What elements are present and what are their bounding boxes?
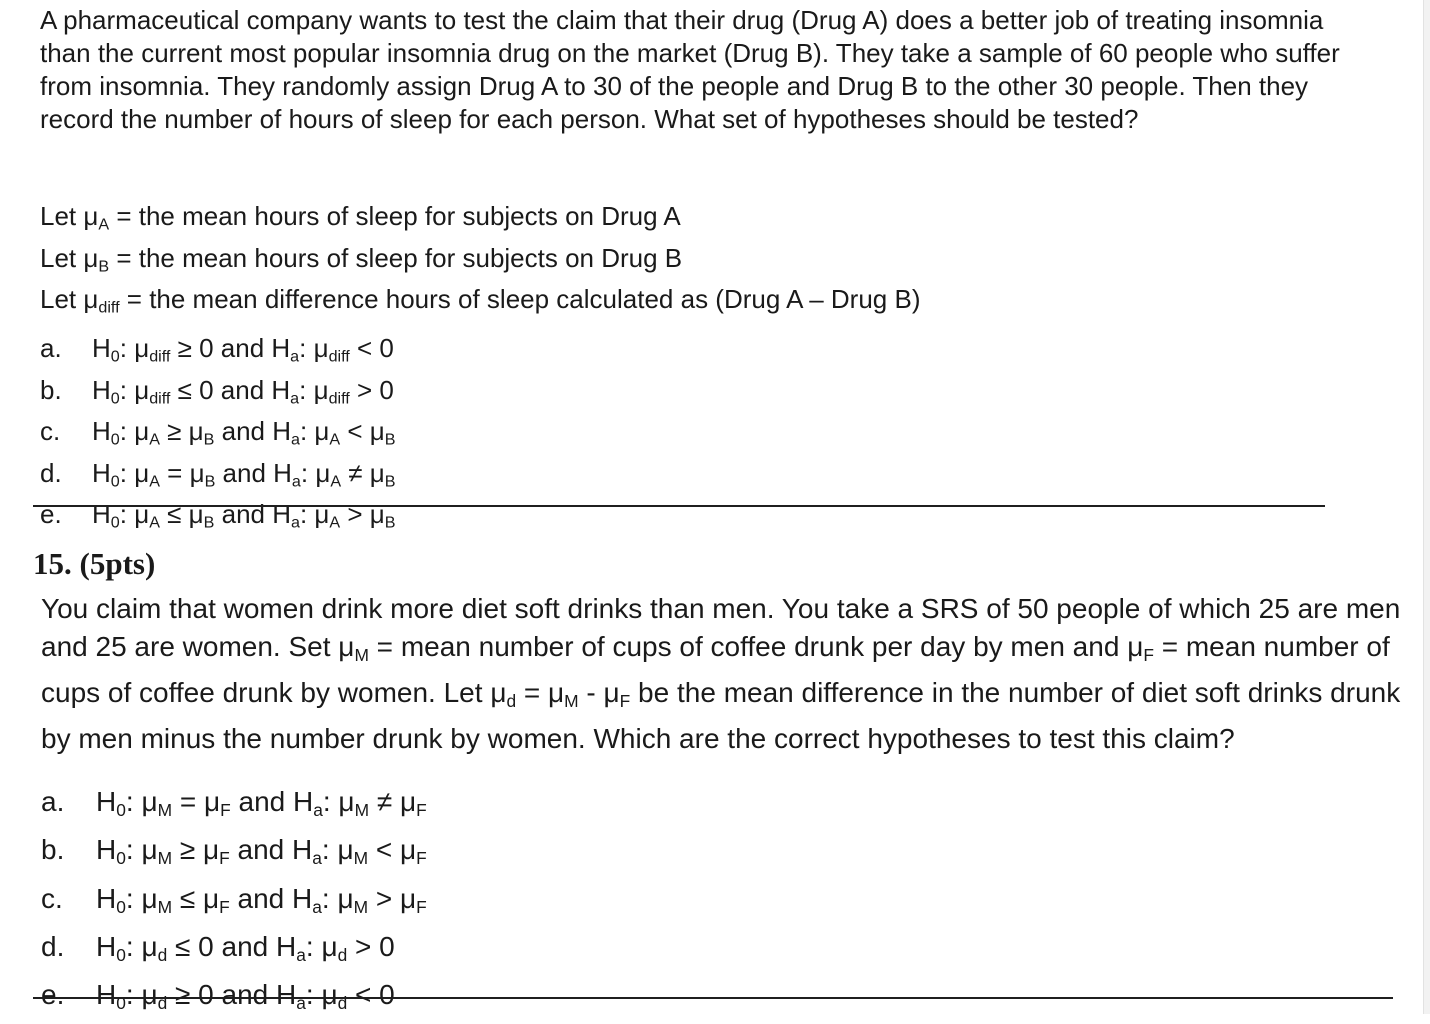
- option-text: < 0: [347, 979, 395, 1011]
- divider: [33, 997, 1393, 999]
- definition-text: = the mean hours of sleep for subjects on Drug B: [109, 242, 683, 273]
- answer-option-d: [41, 927, 427, 975]
- option-text: H: [92, 333, 111, 363]
- option-hypotheses: [96, 782, 427, 830]
- option-text: ≤ 0 and H: [167, 931, 297, 963]
- subscript: diff: [328, 347, 350, 366]
- subscript: a: [312, 848, 322, 869]
- option-text: : μ: [305, 979, 338, 1011]
- subscript: 0: [116, 944, 126, 965]
- option-text: : μ: [299, 374, 329, 405]
- option-text: ≠ μ: [341, 457, 385, 488]
- question-14-text: A pharmaceutical company wants to test the claim that their drug (Drug A) does a better job of treating insomnia than the current most popular insomnia drug on the market (Drug B). They take a sample of 60 people who suffer from insomnia. They randomly assign Drug A to 30 of the people and Drug B to the other 30 people. Then they record the number of hours of sleep for each person. What set of hypotheses should be tested?: [40, 5, 1340, 134]
- option-letter: d.: [41, 931, 65, 963]
- option-text: and H: [214, 499, 291, 529]
- subscript: d: [157, 993, 168, 1014]
- subscript: a: [296, 944, 306, 965]
- subscript: M: [157, 896, 173, 917]
- subscript: 0: [110, 347, 120, 366]
- question-15-options: [41, 782, 427, 1024]
- subscript: a: [313, 799, 323, 820]
- option-text: : μ: [300, 457, 331, 488]
- option-text: : μ: [299, 416, 330, 446]
- option-text: and H: [215, 457, 292, 488]
- subscript: A: [330, 472, 342, 490]
- answer-option-a: [41, 782, 427, 830]
- subscript: F: [619, 690, 631, 711]
- option-letter: a.: [40, 333, 62, 363]
- option-text: : μ: [322, 786, 355, 817]
- option-text: H: [92, 374, 111, 405]
- subscript: 0: [110, 389, 120, 407]
- definition-line: [40, 242, 920, 284]
- subscript: M: [354, 799, 370, 820]
- subscript: F: [1143, 644, 1154, 665]
- option-text: : μ: [119, 374, 150, 405]
- option-text: : μ: [299, 499, 330, 529]
- option-text: H: [96, 882, 117, 914]
- option-hypotheses: [92, 457, 396, 499]
- subscript: d: [157, 944, 168, 965]
- definition-text: = the mean difference hours of sleep calculated as (Drug A – Drug B): [119, 284, 921, 314]
- option-text: : μ: [119, 333, 150, 363]
- option-text: ≥ μ: [172, 834, 220, 866]
- subscript: 0: [110, 513, 120, 532]
- subscript: M: [564, 690, 579, 711]
- option-text: H: [92, 499, 111, 529]
- subscript: B: [384, 472, 396, 490]
- option-text: : μ: [125, 882, 158, 914]
- option-hypotheses: [92, 374, 394, 416]
- subscript: B: [384, 430, 396, 449]
- subscript: F: [220, 799, 231, 820]
- subscript: M: [354, 644, 369, 665]
- subscript: B: [203, 430, 215, 449]
- option-text: and H: [230, 786, 314, 817]
- option-text: ≤ μ: [159, 499, 204, 529]
- option-text: and H: [229, 882, 313, 914]
- subscript: diff: [149, 347, 171, 366]
- option-text: = μ: [172, 786, 221, 817]
- subscript: F: [416, 799, 427, 820]
- definition-subscript: A: [98, 215, 110, 234]
- option-hypotheses: [96, 830, 427, 878]
- definition-line: [40, 283, 920, 325]
- subscript: 0: [116, 896, 126, 917]
- option-letter: d.: [40, 457, 62, 488]
- answer-option-c: [41, 879, 427, 927]
- answer-option-e: [41, 975, 427, 1023]
- answer-option-b: [40, 374, 396, 416]
- subscript: A: [149, 513, 160, 532]
- option-text: : μ: [125, 786, 158, 817]
- subscript: F: [219, 896, 230, 917]
- definition-prefix: Let μ: [40, 201, 99, 231]
- subscript: F: [416, 848, 427, 869]
- option-text: : μ: [119, 457, 150, 488]
- subscript: 0: [116, 799, 126, 820]
- subscript: A: [149, 430, 160, 449]
- divider: [33, 505, 1325, 507]
- subscript: d: [337, 993, 348, 1014]
- option-text: < μ: [368, 834, 417, 866]
- option-letter: e.: [41, 979, 65, 1011]
- option-text: > 0: [349, 374, 394, 405]
- option-text: H: [92, 416, 111, 446]
- option-hypotheses: [92, 415, 396, 457]
- option-text: and H: [214, 416, 291, 446]
- option-hypotheses: [96, 879, 427, 927]
- subscript: 0: [116, 848, 126, 869]
- definition-subscript: diff: [98, 298, 120, 317]
- option-text: ≤ μ: [172, 882, 220, 914]
- subscript: A: [329, 513, 341, 532]
- option-text: > μ: [368, 882, 417, 914]
- option-letter: c.: [41, 882, 63, 914]
- option-text: > μ: [340, 499, 385, 529]
- question-15-title: 15. (5pts): [33, 546, 156, 581]
- answer-option-b: [41, 830, 427, 878]
- option-text: H: [96, 931, 117, 963]
- subscript: B: [204, 472, 216, 490]
- definition-subscript: B: [98, 257, 110, 275]
- option-text: ≠ μ: [369, 786, 417, 817]
- option-hypotheses: [96, 975, 395, 1023]
- option-text: : μ: [321, 882, 354, 914]
- option-hypotheses: [96, 927, 395, 975]
- option-text: : μ: [125, 931, 158, 963]
- option-letter: c.: [40, 416, 61, 446]
- subscript: d: [506, 690, 517, 711]
- option-text: : μ: [125, 979, 158, 1011]
- subscript: B: [203, 513, 215, 532]
- option-text: : μ: [119, 499, 150, 529]
- option-letter: b.: [41, 834, 65, 866]
- option-letter: a.: [41, 786, 65, 817]
- subscript: diff: [149, 389, 171, 407]
- subscript: 0: [110, 430, 120, 449]
- question-14-definitions: [40, 200, 920, 325]
- option-text: H: [92, 457, 111, 488]
- subscript: M: [353, 896, 369, 917]
- question-14-options: [40, 332, 396, 540]
- subscript: a: [290, 389, 300, 407]
- option-text: and H: [229, 834, 313, 866]
- definition-line: [40, 200, 920, 242]
- subscript: M: [157, 799, 173, 820]
- definition-prefix: Let μ: [40, 242, 99, 273]
- subscript: M: [157, 848, 173, 869]
- answer-option-c: [40, 415, 396, 457]
- subscript: a: [290, 347, 300, 366]
- option-text: : μ: [299, 333, 329, 363]
- subscript: A: [329, 430, 341, 449]
- option-text: : μ: [321, 834, 354, 866]
- option-hypotheses: [92, 332, 394, 374]
- definition-text: = the mean hours of sleep for subjects on Drug A: [109, 201, 681, 231]
- subscript: A: [149, 472, 160, 490]
- option-letter: e.: [40, 499, 62, 529]
- subscript: M: [353, 848, 369, 869]
- option-text: ≤ 0 and H: [170, 374, 291, 405]
- option-text: H: [96, 979, 117, 1011]
- option-text: ≥ μ: [159, 416, 204, 446]
- subscript: B: [384, 513, 396, 532]
- subscript: d: [337, 944, 348, 965]
- answer-option-a: [40, 332, 396, 374]
- option-text: ≥ 0 and H: [170, 333, 291, 363]
- option-text: : μ: [125, 834, 158, 866]
- subscript: a: [291, 472, 301, 490]
- option-text: ≥ 0 and H: [167, 979, 297, 1011]
- scrollbar[interactable]: [1423, 0, 1430, 1014]
- subscript: diff: [328, 389, 350, 407]
- option-text: < 0: [349, 333, 394, 363]
- option-text: < μ: [340, 416, 385, 446]
- subscript: 0: [116, 993, 126, 1014]
- option-text: = μ: [159, 457, 205, 488]
- option-text: H: [96, 834, 117, 866]
- definition-prefix: Let μ: [40, 284, 99, 314]
- option-text: > 0: [347, 931, 395, 963]
- question-15-text: You claim that women drink more diet soft drinks than men. You take a SRS of 50 people of which 25 are men and 25 are women. Set $\mu_M$ = mean number of cups of coffee drunk per day by men and $\mu_F$ = mean number of cups of coffee drunk by women. Let $\mu_d = \mu_M - \mu_F$ be the mean difference in the number of diet soft drinks drunk by men minus the number drunk by women. Which are the correct hypotheses to test this claim?: [41, 593, 1401, 754]
- subscript: a: [296, 993, 306, 1014]
- option-text: : μ: [119, 416, 150, 446]
- option-text: : μ: [305, 931, 338, 963]
- subscript: F: [416, 896, 427, 917]
- subscript: 0: [110, 472, 120, 490]
- option-letter: b.: [40, 374, 62, 405]
- subscript: F: [219, 848, 230, 869]
- answer-option-d: [40, 457, 396, 499]
- subscript: a: [291, 430, 300, 449]
- subscript: a: [291, 513, 300, 532]
- subscript: a: [312, 896, 322, 917]
- option-text: H: [96, 786, 117, 817]
